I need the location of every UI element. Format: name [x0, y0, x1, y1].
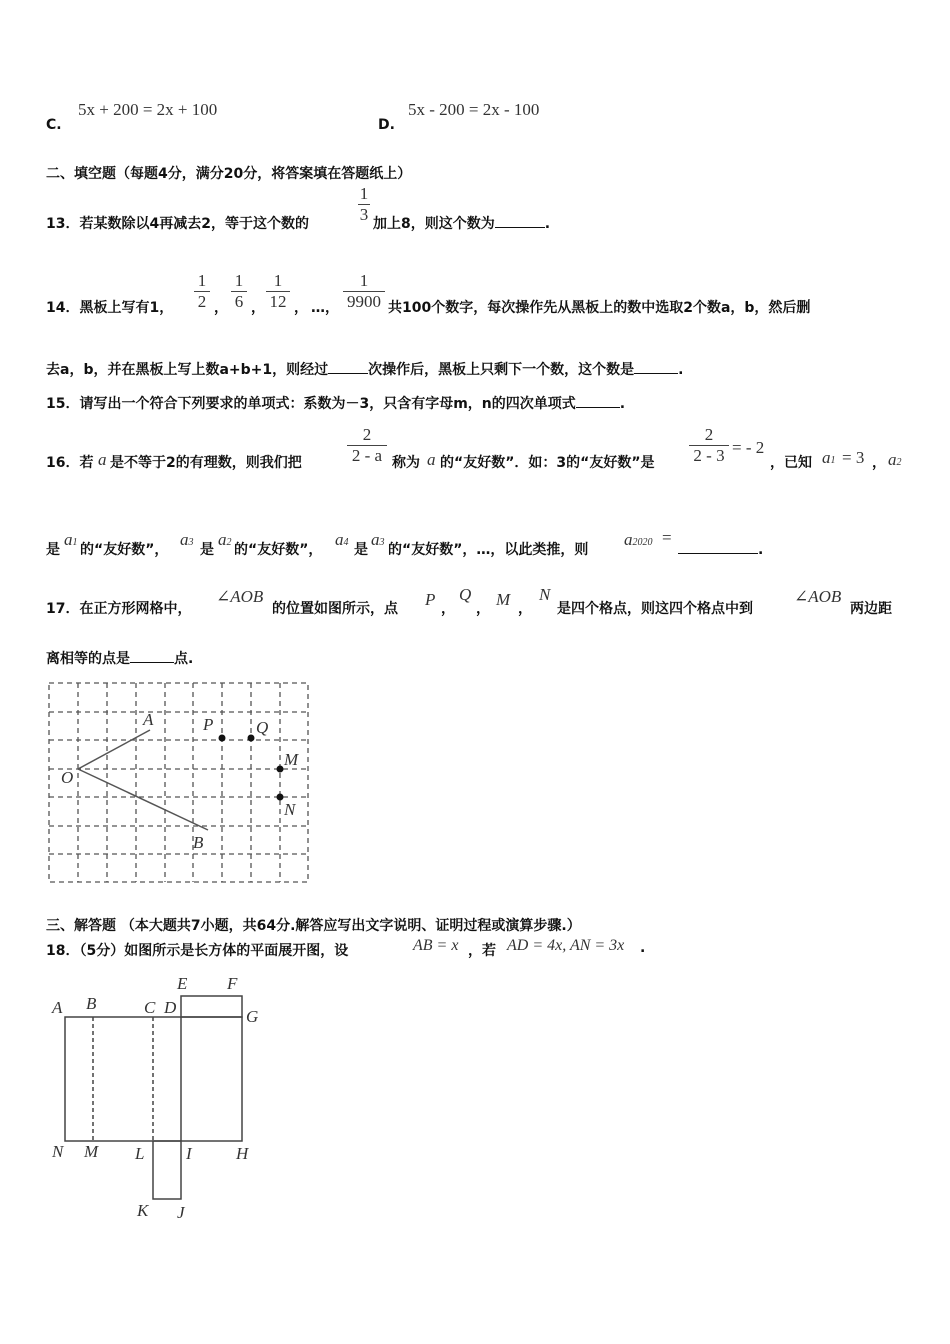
cuboid-net-figure — [40, 965, 280, 1225]
net-label-j: J — [177, 1203, 185, 1222]
point-q — [248, 735, 255, 742]
net-label-g: G — [246, 1007, 259, 1026]
q14-line1-suffix: 共100个数字，每次操作先从黑板上的数中选取2个数a，b，然后删 — [388, 300, 811, 316]
label-n: N — [284, 800, 296, 819]
top-flap — [181, 996, 242, 1017]
q14-fraction-3: 1 12 — [266, 272, 290, 311]
point-m — [277, 766, 284, 773]
label-o: O — [61, 768, 74, 787]
q16-var-a: a — [98, 450, 107, 469]
net-label-e: E — [177, 974, 188, 993]
net-label-a: A — [52, 998, 63, 1017]
q17-p2: 的位置如图所示，点 — [272, 601, 398, 617]
q14-ellipsis: …， — [311, 300, 339, 316]
grid-lines — [49, 683, 308, 882]
net-label-l: L — [135, 1144, 145, 1163]
q16-example-fraction: 2 2 - 3 — [689, 426, 729, 465]
net-label-i: I — [186, 1144, 192, 1163]
q17-p1: 17．在正方形网格中， — [46, 601, 192, 617]
q17-p3: 是四个格点，则这四个格点中到 — [557, 601, 753, 617]
label-a: A — [143, 710, 154, 729]
section3-heading: 三、解答题 （本大题共7小题，共64分.解答应写出文字说明、证明过程或演算步骤.） — [46, 918, 581, 934]
q17-line2: 离相等的点是 点. — [46, 648, 193, 668]
net-label-c: C — [144, 998, 156, 1017]
q16-p1: 16．若 — [46, 455, 94, 471]
net-label-d: D — [164, 998, 177, 1017]
q18-ab: AB = x — [413, 937, 459, 954]
q15-text: 15．请写出一个符合下列要求的单项式：系数为－3，只含有字母m，n的四次单项式 . — [46, 393, 625, 413]
q13-fraction: 1 3 — [359, 184, 369, 224]
q17-angle: ∠AOB — [216, 587, 264, 606]
q16-answer-blank: . — [678, 539, 763, 558]
net-label-b: B — [86, 994, 97, 1013]
q16-p2: 是不等于2的有理数，则我们把 — [110, 455, 302, 471]
angle-grid-figure — [40, 675, 320, 890]
q16-p5: ，已知 — [770, 455, 812, 471]
q16-p3: 称为 — [392, 455, 420, 471]
option-c-equation: 5x + 200 = 2x + 100 — [78, 100, 218, 119]
q14-line2: 去a，b，并在黑板上写上数a+b+1，则经过 次操作后，黑板上只剩下一个数，这个数是 . — [46, 359, 683, 379]
q16-a2020: a2020 — [624, 530, 653, 549]
ray-oa — [78, 730, 150, 769]
net-label-n: N — [52, 1142, 64, 1161]
label-m: M — [284, 750, 299, 769]
section2-heading: 二、填空题（每题4分，满分20分，将答案填在答题纸上） — [46, 166, 412, 182]
q13-prefix: 13．若某数除以4再减去2，等于这个数的 — [46, 216, 309, 232]
label-p: P — [203, 715, 214, 734]
point-p — [219, 735, 226, 742]
q14-fraction-2: 1 6 — [231, 272, 247, 311]
q18-ad-an: AD = 4x, AN = 3x — [507, 937, 625, 954]
q14-fraction-4: 1 9900 — [343, 272, 385, 311]
q13-suffix: 加上8，则这个数为 . — [373, 213, 550, 233]
option-c-label: C. — [46, 117, 62, 133]
label-b: B — [193, 833, 204, 852]
option-d-label: D. — [378, 117, 395, 133]
q16-a1-value: = 3 — [842, 448, 865, 467]
label-q: Q — [256, 718, 269, 737]
q14-fraction-1: 1 2 — [194, 272, 210, 311]
q17-p4: 两边距 — [850, 601, 892, 617]
q16-example-result: = - 2 — [732, 438, 765, 457]
point-n — [277, 794, 284, 801]
q16-a1: a1 — [822, 448, 836, 467]
net-label-f: F — [227, 974, 238, 993]
ray-ob — [78, 769, 208, 830]
q16-a2: a2 — [888, 450, 902, 469]
q16-p4: 的“友好数”．如：3的“友好数”是 — [440, 455, 655, 471]
q18-p1: 18．（5分）如图所示是长方体的平面展开图，设 — [46, 943, 349, 959]
q16-friendly-fraction: 2 2 - a — [347, 426, 387, 465]
net-label-m: M — [84, 1142, 99, 1161]
option-d-equation: 5x - 200 = 2x - 100 — [408, 100, 540, 119]
bottom-flap — [153, 1141, 181, 1199]
net-label-h: H — [236, 1144, 249, 1163]
net-label-k: K — [137, 1201, 149, 1220]
q14-prefix: 14．黑板上写有1， — [46, 300, 174, 316]
